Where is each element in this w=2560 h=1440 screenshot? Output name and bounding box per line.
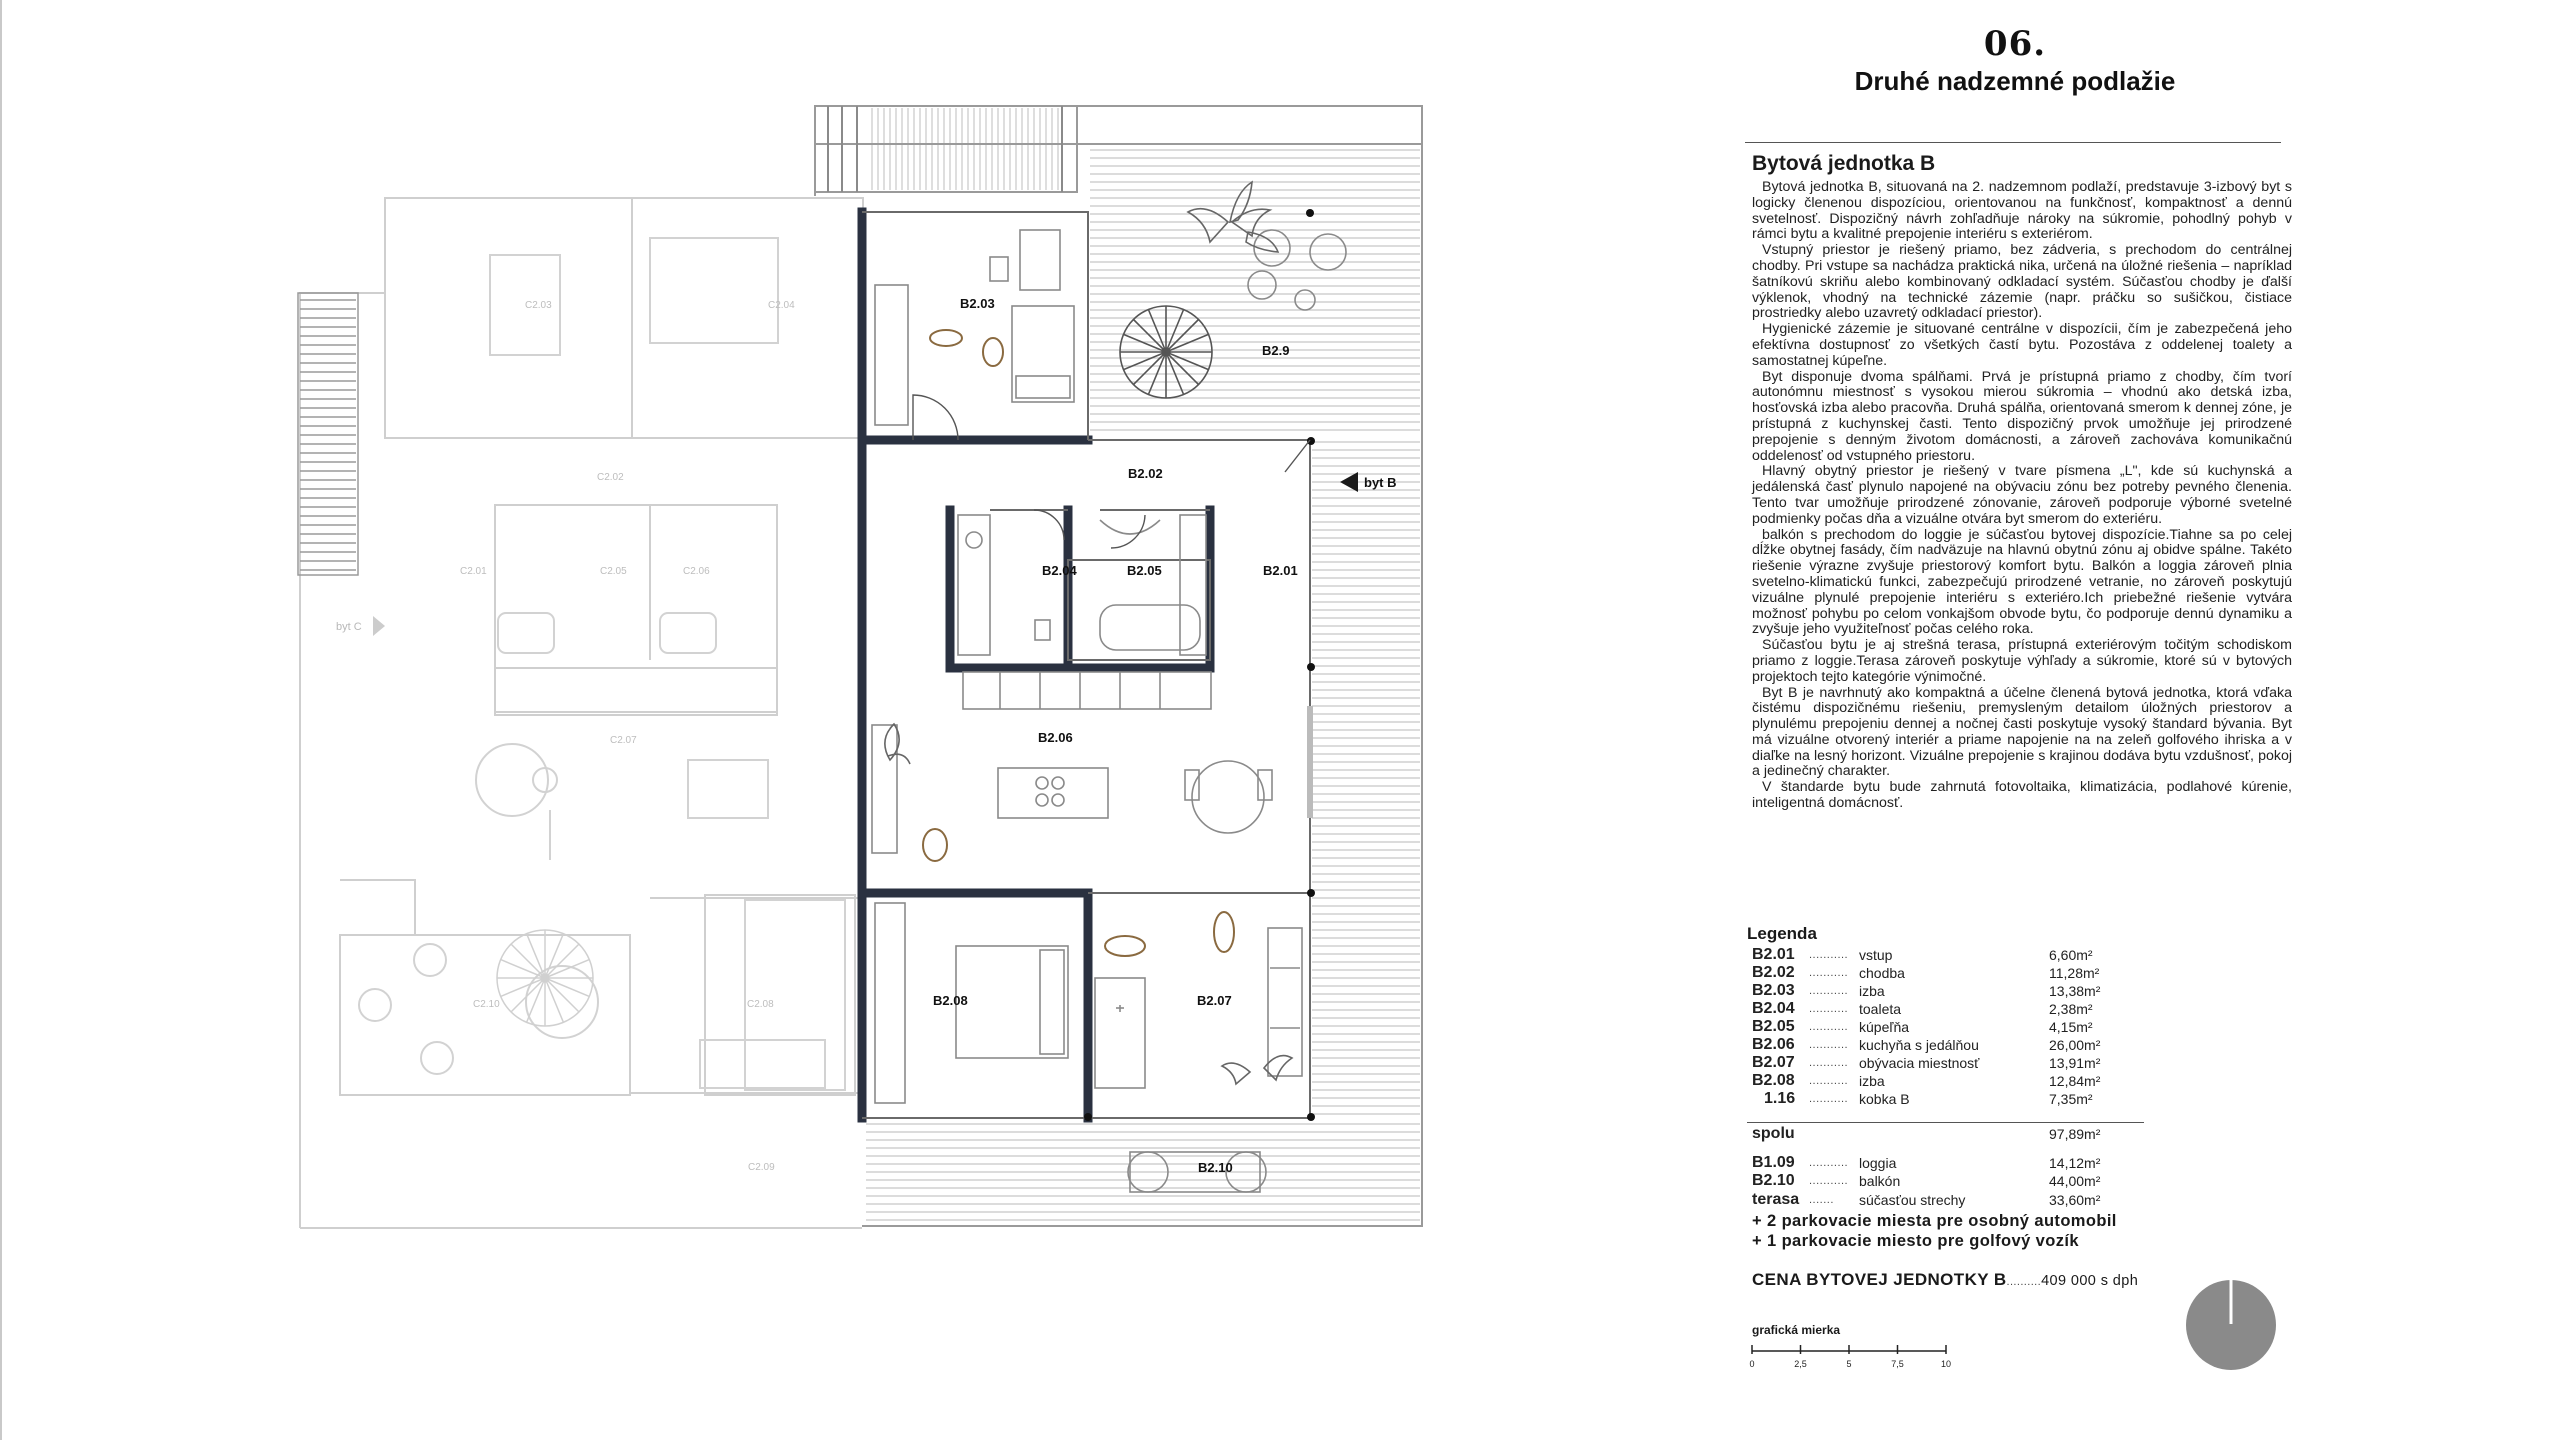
page-border — [0, 0, 2, 1440]
legend-area: 2,38m² — [2049, 1001, 2093, 1017]
legend-code: B2.04 — [1752, 1000, 1795, 1017]
neighbor-room-label: C2.03 — [525, 300, 552, 311]
legend-area: 26,00m² — [2049, 1037, 2101, 1053]
scale-tick-label: 7,5 — [1891, 1359, 1904, 1369]
legend-area: 14,12m² — [2049, 1155, 2101, 1171]
price-label: CENA BYTOVEJ JEDNOTKY B — [1752, 1270, 2007, 1289]
legend-code: B2.02 — [1752, 964, 1795, 981]
room-label: B2.07 — [1197, 993, 1232, 1008]
neighbor-room-label: C2.05 — [600, 566, 627, 577]
legend-rooms — [1752, 946, 2109, 1108]
neighbor-room-label: C2.06 — [683, 566, 710, 577]
description-paragraph: Súčasťou bytu je aj strešná terasa, prístupná exteriérovým točitým schodiskom priamo z loggie.Terasa zároveň poskytuje výhľady a súkromie, ktoré sú v bytových projektoch tejto kategórie výnimočné. — [1752, 637, 2292, 685]
legend-code: B2.05 — [1752, 1018, 1795, 1035]
legend-name: toaleta — [1859, 1001, 1902, 1017]
description-paragraph: Byt disponuje dvoma spálňami. Prvá je prístupná priamo z chodby, čím tvorí autonómnu miestnosť s vysokou mierou súkromia – vhodnú ako detská izba, hosťovská izba alebo pracovňa. Druhá spálňa, orientovaná smerom k dennej zóne, je prístupná z kuchynskej časti. Tento dispozičný prvok umožňuje jej prirodzené prepojenie s denným životom domácnosti, a zároveň zachováva komunikačnú oddelenosť od vstupného priestoru. — [1752, 368, 2292, 464]
legend-outdoor — [1752, 1154, 2109, 1190]
legend-row: 1.16 ........... kobka B 7,35m² — [1752, 1090, 2109, 1108]
legend-row: B2.10 ........... balkón 44,00m² — [1752, 1172, 2109, 1190]
legend-row: B2.07 ........... obývacia miestnosť 13,91m² — [1752, 1054, 2109, 1072]
unit-description — [1752, 180, 2292, 812]
north-indicator-icon — [2184, 1278, 2278, 1372]
neighbor-room-label: C2.02 — [597, 472, 624, 483]
legend-row: B2.01 ........... vstup 6,60m² — [1752, 946, 2109, 964]
scale-tick-label: 2,5 — [1794, 1359, 1807, 1369]
description-paragraph: Byt B je navrhnutý ako kompaktná a účelne členená bytová jednotka, ktorá vďaka čistému dispozičnému riešeniu, premysleným detailom úložných priestorov a plynulému prepojeniu dennej a nočnej časti poskytuje vysoký štandard bývania. Byt má vizuálne otvorený interiér a priame napojenie na na zeleň golfového ihriska a v diaľke na lesný horizont. Vizuálne prepojenie s krajinou dodáva bytu vzdušnosť, pokoj a jedinečný charakter. — [1752, 684, 2292, 780]
neighbor-room-label: C2.07 — [610, 735, 637, 746]
legend-area: 12,84m² — [2049, 1073, 2101, 1089]
entrance-label-b: byt B — [1364, 475, 1397, 490]
legend-area: 13,38m² — [2049, 983, 2101, 999]
neighbor-room-label: C2.08 — [747, 999, 774, 1010]
description-paragraph: Hygienické zázemie je situované centrálne v dispozícii, čím je zabezpečená jeho efektívna dostupnosť zo všetkých častí bytu. Pozostáva z oddelenej toalety a samostatnej kúpeľne. — [1752, 321, 2292, 369]
scale-label: grafická mierka — [1752, 1323, 1841, 1337]
floor-plan — [290, 100, 1430, 1240]
legend-name: kúpeľňa — [1859, 1019, 1910, 1035]
room-labels — [460, 296, 1298, 1175]
legend-code: B2.10 — [1752, 1172, 1795, 1189]
parking-line-2: + 1 parkovacie miesto pre golfový vozík — [1752, 1232, 2079, 1250]
legend-row: B2.06 ........... kuchyňa s jedálňou 26,00m² — [1752, 1036, 2109, 1054]
room-label: B2.10 — [1198, 1160, 1233, 1175]
legend-terrace: terasa ....... súčasťou strechy 33,60m² — [1752, 1191, 2109, 1209]
room-label: B2.03 — [960, 296, 995, 311]
legend-code: B2.07 — [1752, 1054, 1795, 1071]
figures — [923, 330, 1234, 956]
legend-row: B2.08 ........... izba 12,84m² — [1752, 1072, 2109, 1090]
description-paragraph: V štandarde bytu bude zahrnutá fotovoltaika, klimatizácia, podlahové kúrenie, inteligentná domácnosť. — [1752, 779, 2292, 812]
legend-code: 1.16 — [1764, 1090, 1796, 1107]
description-paragraph: Bytová jednotka B, situovaná na 2. nadzemnom podlaží, predstavuje 3-izbový byt s logicky členenou dispozíciou, orientovanou na funkčnosť, kompaktnosť a dennú svetelnosť. Dispozičný návrh zohľadňuje nároky na súkromie, pohodlný pohyb v rámci bytu a kvalitné prepojenie interiéru s exteriérom. — [1752, 179, 2292, 243]
legend-area: 44,00m² — [2049, 1173, 2101, 1189]
chapter-title: Druhé nadzemné podlažie — [1854, 66, 2176, 96]
room-label: B2.08 — [933, 993, 968, 1008]
legend-name: vstup — [1859, 947, 1893, 963]
legend-name: loggia — [1859, 1155, 1897, 1171]
legend-name: obývacia miestnosť — [1859, 1055, 1980, 1071]
header-rule — [1745, 142, 2281, 143]
legend-rule — [1747, 1122, 2144, 1123]
scale-tick-label: 0 — [1749, 1359, 1755, 1369]
legend-area: 11,28m² — [2049, 965, 2100, 981]
room-label: B2.05 — [1127, 563, 1162, 578]
total-label: spolu — [1752, 1125, 1795, 1142]
graphic-scale — [1750, 1340, 1960, 1370]
legend-row: B2.04 ........... toaleta 2,38m² — [1752, 1000, 2109, 1018]
description-paragraph: Hlavný obytný priestor je riešený v tvare písmena „L", kde sú kuchynská a jedálenská časť plynulo napojené na obývaciu zónu bez potreby pevného členenia. Tento tvar umožňuje prirodzené zónovanie, zároveň podporuje výborné svetelné podmienky počas dňa a vizuálne otvára byt smerom do exteriéru. — [1752, 463, 2292, 527]
legend-name: chodba — [1859, 965, 1905, 981]
terrace-name: súčasťou strechy — [1859, 1192, 1966, 1208]
legend-row: B1.09 ........... loggia 14,12m² — [1752, 1154, 2109, 1172]
total-area: 97,89m² — [2049, 1126, 2101, 1142]
neighbor-furniture — [359, 238, 845, 1090]
unit-price: CENA BYTOVEJ JEDNOTKY B..........409 000 s dph — [1752, 1270, 2139, 1289]
description-paragraph: balkón s prechodom do loggie je súčasťou bytovej dispozície.Tiahne sa po celej dĺžke obytnej fasády, čím nadväzuje na hlavnú obytnú zónu aj obidve spálne. Takéto riešenie výrazne zvyšuje priestorový komfort bytu. Balkón a loggia zároveň plnia svetelno-klimatickú funkci, zabezpečujú prirodzené vetranie, no zároveň poskytujú vizuálne plynulé prepojenie interiéru s exteriéro.Ich priebežné riešenie vytvára možnosť pohybu po celom vonkajšom obvode bytu, čo podporuje dennú dynamiku a zvyšuje jeho využiteľnosť počas celého roka. — [1752, 526, 2292, 638]
terrace-stair-railing — [828, 106, 1062, 192]
terrace-area: 33,60m² — [2049, 1192, 2101, 1208]
legend-area: 6,60m² — [2049, 947, 2093, 963]
entrance-label-c: byt C — [336, 621, 362, 633]
legend-area: 4,15m² — [2049, 1019, 2093, 1035]
legend-code: B2.03 — [1752, 982, 1795, 999]
scale-tick-label: 5 — [1846, 1359, 1852, 1369]
entrance-arrow-b — [1340, 472, 1358, 492]
description-paragraph: Vstupný priestor je riešený priamo, bez zádveria, s prechodom do centrálnej chodby. Pri vstupe sa nachádza praktická nika, určená na úložné riešenia – napríklad šatníkovú skriňu alebo kombinovaný odkladací systém. Súčasťou chodby je ďalší výklenok, vhodný na technické zázemie (napr. práčku so sušičkou, čistiace prostriedky alebo uzavretý odkladací priestor). — [1752, 242, 2292, 322]
entrance-arrow-c — [373, 616, 385, 636]
legend-name: izba — [1859, 1073, 1885, 1089]
info-panel — [1745, 0, 2292, 1440]
neighbor-room-label: C2.01 — [460, 566, 487, 577]
room-label: B2.01 — [1263, 563, 1298, 578]
neighbor-room-label: C2.04 — [768, 300, 795, 311]
room-label: B2.06 — [1038, 730, 1073, 745]
neighbor-room-label: C2.10 — [473, 999, 500, 1010]
room-label: B2.02 — [1128, 466, 1163, 481]
legend-row: B2.05 ........... kúpeľňa 4,15m² — [1752, 1018, 2109, 1036]
unit-title: Bytová jednotka B — [1752, 152, 1936, 175]
neighbor-room-label: C2.09 — [748, 1162, 775, 1173]
parking-line-1: + 2 parkovacie miesta pre osobný automobil — [1752, 1212, 2117, 1230]
legend-code: B2.06 — [1752, 1036, 1795, 1053]
neighbor-stair-spiral — [497, 930, 593, 1026]
legend-row: B2.02 ........... chodba 11,28m² — [1752, 964, 2109, 982]
legend-code: B1.09 — [1752, 1154, 1795, 1171]
legend-area: 13,91m² — [2049, 1055, 2101, 1071]
legend-row: B2.03 ........... izba 13,38m² — [1752, 982, 2109, 1000]
chapter-number: 06. — [1983, 24, 2047, 64]
legend-name: izba — [1859, 983, 1885, 999]
legend-area: 7,35m² — [2049, 1091, 2093, 1107]
legend-name: balkón — [1859, 1173, 1901, 1189]
neighbor-stair — [298, 293, 358, 575]
legend-code: B2.08 — [1752, 1072, 1795, 1089]
scale-tick-label: 10 — [1940, 1359, 1952, 1369]
legend-total — [1752, 1125, 2109, 1143]
terrace-label: terasa — [1752, 1191, 1800, 1208]
legend-name: kobka B — [1859, 1091, 1910, 1107]
legend-title: Legenda — [1747, 924, 1817, 943]
legend-code: B2.01 — [1752, 946, 1795, 963]
room-label: B2.04 — [1042, 563, 1077, 578]
doors — [913, 395, 1310, 548]
spiral-stair — [1120, 306, 1212, 398]
price-value: 409 000 s dph — [2041, 1273, 2139, 1289]
room-label: B2.9 — [1262, 343, 1290, 358]
legend-name: kuchyňa s jedálňou — [1859, 1037, 1979, 1053]
